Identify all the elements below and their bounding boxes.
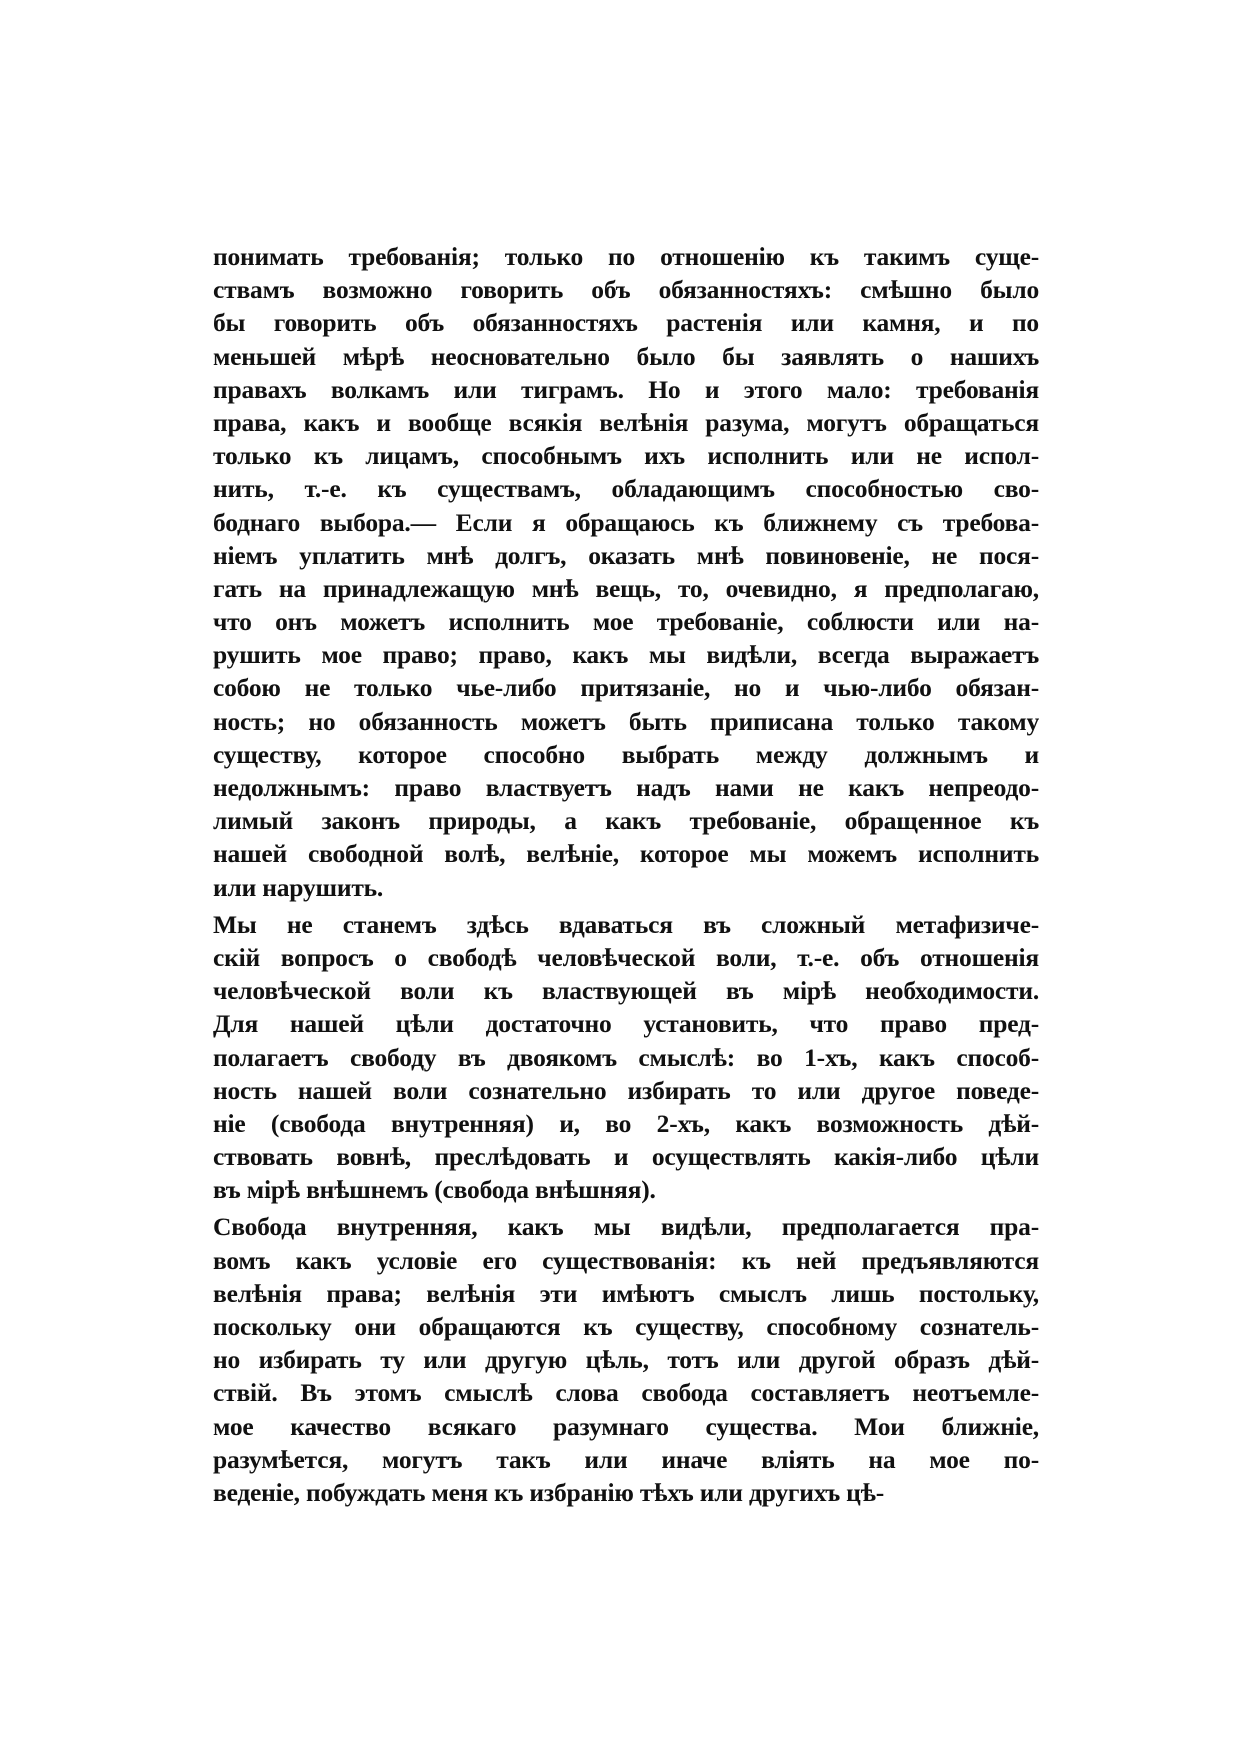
text-line: ніе (свобода внутренняя) и, во 2-хъ, какъ возможность дѣй- bbox=[213, 1108, 1039, 1138]
paragraph-1 bbox=[213, 240, 1039, 904]
text-line: только къ лицамъ, способнымъ ихъ исполнить или не испол- bbox=[213, 441, 1039, 471]
text-line: существу, которое способно выбрать между должнымъ и bbox=[213, 739, 1039, 769]
text-line: вомъ какъ условіе его существованія: къ ней предъявляются bbox=[213, 1245, 1039, 1275]
text-line: полагаетъ свободу въ двоякомъ смыслѣ: во 1-хъ, какъ способ- bbox=[213, 1042, 1039, 1072]
text-line: ствовать вовнѣ, преслѣдовать и осуществлять какія-либо цѣли bbox=[213, 1142, 1039, 1172]
text-line: въ мірѣ внѣшнемъ (свобода внѣшняя). bbox=[213, 1175, 656, 1205]
text-line: ствій. Въ этомъ смыслѣ слова свобода составляетъ неотъемле- bbox=[213, 1378, 1039, 1408]
text-line: но избирать ту или другую цѣль, тотъ или другой образъ дѣй- bbox=[213, 1345, 1039, 1375]
text-line: собою не только чье-либо притязаніе, но и чью-либо обязан- bbox=[213, 673, 1039, 703]
text-line: рушить мое право; право, какъ мы видѣли, всегда выражаетъ bbox=[213, 640, 1039, 670]
text-line: Для нашей цѣли достаточно установить, что право пред- bbox=[213, 1009, 1039, 1039]
text-line: ность нашей воли сознательно избирать то или другое поведе- bbox=[213, 1075, 1039, 1105]
text-line: разумѣется, могутъ такъ или иначе вліять на мое по- bbox=[213, 1444, 1039, 1474]
text-line: нашей свободной волѣ, велѣніе, которое мы можемъ исполнить bbox=[213, 839, 1039, 869]
body-text bbox=[213, 240, 1039, 1509]
paragraph-2 bbox=[213, 908, 1039, 1207]
text-line: недолжнымъ: право властвуетъ надъ нами не какъ непреодо- bbox=[213, 773, 1039, 802]
text-line: мое качество всякаго разумнаго существа. Мои ближніе, bbox=[213, 1411, 1039, 1441]
text-line: ніемъ уплатить мнѣ долгъ, оказать мнѣ повиновеніе, не пося- bbox=[213, 540, 1039, 570]
text-line: нить, т.-е. къ существамъ, обладающимъ способностью сво- bbox=[213, 474, 1039, 504]
text-line: боднаго выбора.— Если я обращаюсь къ ближнему съ требова- bbox=[213, 507, 1039, 537]
text-line: или нарушить. bbox=[213, 872, 384, 902]
text-line: Мы не станемъ здѣсь вдаваться въ сложный метафизиче- bbox=[213, 909, 1039, 939]
text-line: что онъ можетъ исполнить мое требованіе, соблюсти или на- bbox=[213, 607, 1039, 637]
text-line: гать на принадлежащую мнѣ вещь, то, очевидно, я предполагаю, bbox=[213, 573, 1039, 603]
text-line: веденіе, побуждать меня къ избранію тѣхъ или другихъ цѣ- bbox=[213, 1477, 885, 1507]
text-line: человѣческой воли къ властвующей въ мірѣ необходимости. bbox=[213, 976, 1039, 1006]
text-line: поскольку они обращаются къ существу, способному сознатель- bbox=[213, 1312, 1039, 1341]
text-line: ствамъ возможно говорить объ обязанностяхъ: смѣшно было bbox=[213, 275, 1039, 305]
text-line: велѣнія права; велѣнія эти имѣютъ смыслъ лишь постольку, bbox=[213, 1278, 1039, 1308]
text-line: лимый законъ природы, а какъ требованіе, обращенное къ bbox=[213, 806, 1039, 836]
text-line: права, какъ и вообще всякія велѣнія разума, могутъ обращаться bbox=[213, 407, 1039, 437]
text-line: скій вопросъ о свободѣ человѣческой воли, т.-е. объ отношенія bbox=[213, 942, 1039, 972]
text-line: Свобода внутренняя, какъ мы видѣли, предполагается пра- bbox=[213, 1212, 1039, 1242]
text-line: ность; но обязанность можетъ быть приписана только такому bbox=[213, 706, 1039, 736]
paragraph-3 bbox=[213, 1210, 1039, 1509]
text-line: понимать требованія; только по отношенію къ такимъ суще- bbox=[213, 242, 1039, 271]
text-line: правахъ волкамъ или тиграмъ. Но и этого мало: требованія bbox=[213, 374, 1039, 404]
text-line: меньшей мѣрѣ неосновательно было бы заявлять о нашихъ bbox=[213, 341, 1039, 371]
text-line: бы говорить объ обязанностяхъ растенія или камня, и по bbox=[213, 308, 1039, 338]
